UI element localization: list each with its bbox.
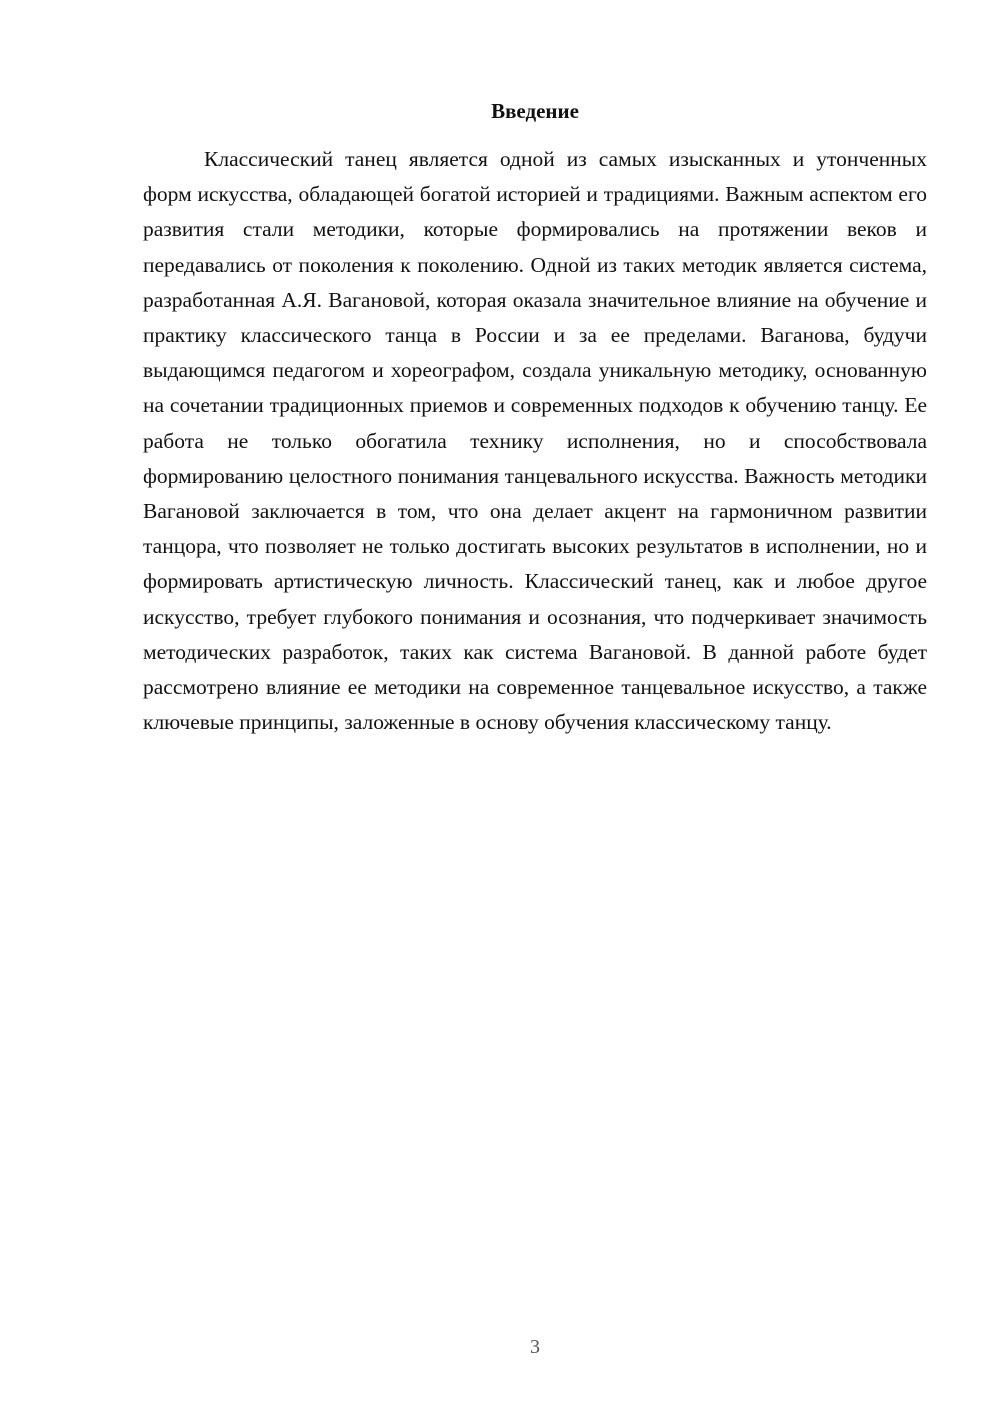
section-heading: Введение	[491, 99, 579, 123]
body-paragraph: Классический танец является одной из самых изысканных и утонченных форм искусства, обладающей богатой историей и традициями. Важным аспектом его развития стали методики, которые формировались на протяжении веков и передавались от поколения к поколению. Одной из таких методик является система, разработанная А.Я. Вагановой, которая оказала значительное влияние на обучение и практику классического танца в России и за ее пределами. Ваганова, будучи выдающимся педагогом и хореографом, создала уникальную методику, основанную на сочетании традиционных приемов и современных подходов к обучению танцу. Ее работа не только обогатила технику исполнения, но и способствовала формированию целостного понимания танцевального искусства. Важность методики Вагановой заключается в том, что она делает акцент на гармоничном развитии танцора, что позволяет не только достигать высоких результатов в исполнении, но и формировать артистическую личность. Классический танец, как и любое другое искусство, требует глубокого понимания и осознания, что подчеркивает значимость методических разработок, таких как система Вагановой. В данной работе будет рассмотрено влияние ее методики на современное танцевальное искусство, а также ключевые принципы, заложенные в основу обучения классическому танцу.	[143, 147, 927, 735]
page-number: 3	[530, 1336, 540, 1358]
